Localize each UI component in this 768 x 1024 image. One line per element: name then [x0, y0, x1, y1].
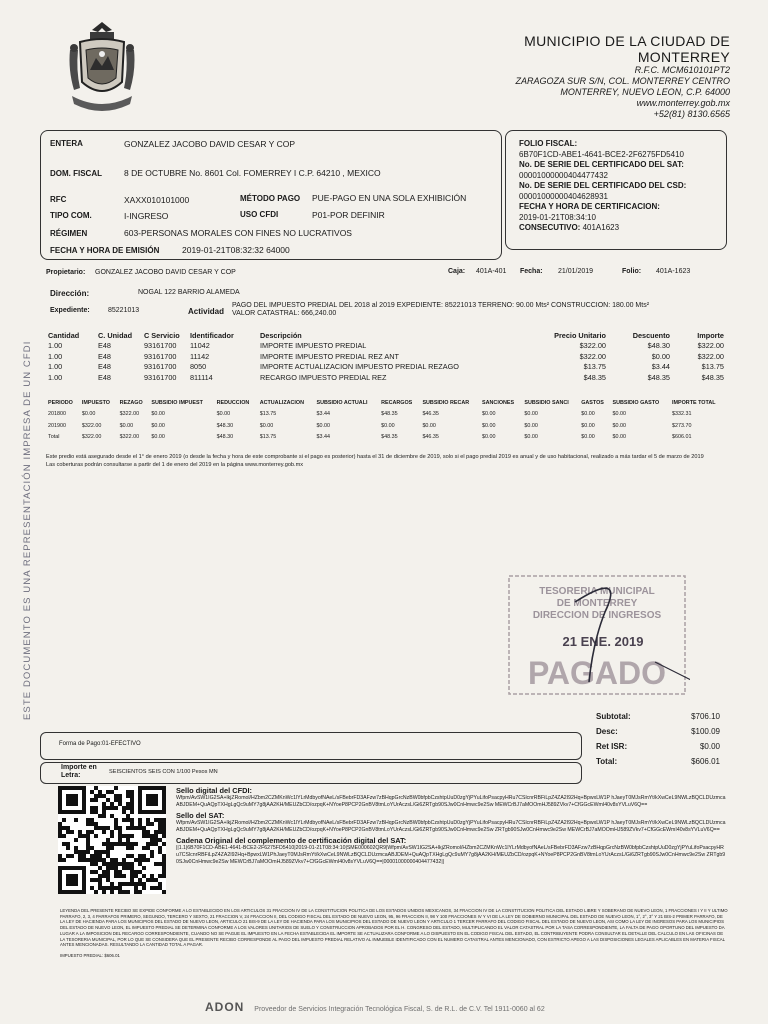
- fecha-emision-label: FECHA Y HORA DE EMISIÓN: [50, 246, 160, 255]
- item-cell: IMPORTE IMPUESTO PREDIAL: [260, 341, 367, 351]
- sat-cert-label: No. DE SERIE DEL CERTIFICADO DEL SAT:: [519, 160, 684, 169]
- detail-cell: $0.00: [151, 411, 165, 418]
- items-col-header: Precio Unitario: [554, 330, 606, 340]
- direccion-value: NOGAL 122 BARRIO ALAMEDA: [138, 289, 240, 296]
- detail-col-header: SANCIONES: [482, 399, 515, 406]
- tipo-com-label: TIPO COM.: [50, 211, 92, 220]
- detail-table: [46, 397, 726, 443]
- rfc-label: RFC: [50, 195, 67, 204]
- item-cell: $48.35: [701, 372, 724, 382]
- item-cell: 11142: [190, 351, 210, 361]
- forma-pago-box: [40, 732, 582, 760]
- item-cell: E48: [98, 351, 111, 361]
- coat-of-arms-seal: [66, 20, 138, 116]
- items-col-header: Importe: [697, 330, 724, 340]
- item-cell: $0.00: [651, 351, 670, 361]
- coverage-note-2: Las coberturas podrán consultarse a partir del 1 de enero del 2019 en la página www.monterrey.gob.mx: [46, 461, 304, 468]
- municipality-address-1: ZARAGOZA SUR S/N, COL. MONTERREY CENTRO: [515, 76, 730, 86]
- detail-col-header: REDUCCION: [216, 399, 250, 406]
- detail-col-header: SUBSIDIO SANCI: [524, 399, 569, 406]
- fecha-label: Fecha:: [520, 268, 543, 275]
- cert-date-value: 2019-01-21T08:34:10: [519, 212, 596, 222]
- detail-cell: $0.00: [151, 422, 165, 429]
- municipality-header: [430, 33, 730, 120]
- desc-row: [596, 727, 720, 742]
- coverage-notes: [46, 454, 726, 469]
- items-header-row: [46, 330, 726, 341]
- cadena-original-label: Cadena Original del complemento de certificación digital del SAT:: [176, 836, 407, 846]
- sello-cfdi-label: Sello digital del CFDI:: [176, 786, 252, 795]
- detail-cell: $3.44: [316, 411, 330, 418]
- detail-cell: $322.00: [119, 411, 140, 418]
- coverage-note-1: Este predio está asegurado desde el 1° de enero 2019 (o desde la fecha y hora de este comprobante si el pago es posterior) hasta el 31 de diciembre de 2019, solo si el pago predial 2019 es anual y de uso habitacional, realizado a más tardar el 5 de marzo de 2019: [46, 454, 704, 460]
- propietario-value: GONZALEZ JACOBO DAVID CESAR Y COP: [95, 269, 236, 276]
- items-col-header: Cantidad: [48, 330, 80, 340]
- item-cell: 1.00: [48, 362, 63, 372]
- stamp-date: 21 ENE. 2019: [562, 634, 644, 649]
- detail-cell: $322.00: [81, 434, 102, 441]
- uso-cfdi-value: P01-POR DEFINIR: [312, 210, 385, 220]
- detail-col-header: SUBSIDIO GASTO: [612, 399, 660, 406]
- desc-label: Desc:: [596, 727, 618, 736]
- detail-col-header: IMPORTE TOTAL: [672, 399, 716, 406]
- sello-sat-value: Wfpm/AvSW1IG2SA+lkjZRomol/HZbm2CZMKnWc1lYLrMdbyofNAeL/sFBebrFD3AFzw7zBHqpGrcNzBW0bfpbCzshtpUuD0zgYjPYuLifoPsacpyHRu7CSlcnrRBFiLpZ4ZA2I92Hq+BpwxLW1P hJaeyT0MJsRmYt/kXwCeL9NWLzBQCLDUzmcaABJDEM+QuAQpTXHgLgQc9uMY7g8jAA2KH/MEUZbCD/ozpqK+NYoeP8PCP2GnBV8tmLoYUrAczsL/Gi6ZRTgb90SJw0CnHmwc9e2Sw ZRTgb90SJw0CnHmwc9e2Sw MEWCrBJ7aMOOmHJ589ZVkv7+CfGGcEWmI40v8sYVLuV6Q==: [176, 820, 726, 833]
- consecutivo-value: 401A1623: [582, 223, 620, 232]
- item-cell: 8050: [190, 362, 207, 372]
- detail-cell: $0.00: [259, 422, 274, 429]
- detail-cell: $0.00: [612, 434, 627, 441]
- cadena-original-value: ||1.1|6B70F1CD-ABE1-4641-BCE2-2F6275FD5410|2019-01-21T08:34:10|SME000602QR9|Wfpm/AvSW1IG2SA+lkjZRomol/HZbm2CZMKnWc1lYLrMdbyofNAeL/sFBebrFD3AFzw7zBHqpGrcNzBW0bfpbCzshtpUuD0zgYjPYuLifoPsacpyHRu7CSlcnrRBFiLpZ4ZA2I92Hq+BpwxLW1PhJaeyT0MJsRmYt/kXwCeL9NWLzBQCLDUzmcaABJDEM+QuAQpTXHgLgQc9uMY7g8jAA2KH/MEUZbCD/ozpqK+NYoeP8PCP2GnBV8tmLoYUrAczsL/Gi6ZRTgb90SJw0CnHmwc9e2Sw ZRTgb90SJw0CnHmwc9e2Sw MEWCrBJ7aMOOmHJ589ZVkv7+CfGGcEWmI40v8sYVLuV6Q==|00001000000404477432||: [176, 845, 726, 865]
- provider-logo: ADON: [205, 1000, 245, 1014]
- caja-value: 401A-401: [476, 268, 507, 275]
- item-row: [46, 341, 726, 352]
- detail-row: [46, 432, 726, 444]
- importe-letra-box: [40, 762, 582, 784]
- cfdi-seals: [176, 786, 726, 865]
- entera-value: GONZALEZ JACOBO DAVID CESAR Y COP: [124, 139, 295, 149]
- entera-label: ENTERA: [50, 139, 83, 148]
- item-cell: 1.00: [48, 372, 63, 382]
- ret-isr-label: Ret ISR:: [596, 742, 628, 751]
- items-col-header: Descuento: [632, 330, 670, 340]
- folio-block: [519, 139, 724, 234]
- detail-cell: $606.01: [672, 434, 692, 441]
- desc-value: $100.09: [691, 727, 720, 736]
- item-cell: $48.35: [583, 372, 606, 382]
- domfiscal-value: 8 DE OCTUBRE No. 8601 Col. FOMERREY I C.P. 64210 , MEXICO: [124, 168, 381, 178]
- detail-cell: $322.00: [81, 422, 102, 429]
- detail-cell: $13.75: [259, 434, 277, 441]
- detail-cell: $322.00: [119, 434, 140, 441]
- detail-cell: $46.35: [422, 434, 439, 441]
- items-col-header: Identificador: [190, 330, 234, 340]
- legal-legend-text: LEYENDA DEL PRESENTE RECIBO SE EXPIDE CONFORME A LO ESTABLECIDO EN LOS ARTICULOS 31 FRACCION IV DE LA CONSTITUCION POLITICA DE LOS ESTADOS UNIDOS MEXICANOS, 34 FRACCION IV DE LA CONSTITUCION POLITICA DEL ESTADO LIBRE Y SOBERANO DE NUEVO LEON, 1 FRACCIONES I Y II Y ULTIMO PARRAFO, 2, 3, 4 PARRAFOS PRIMERO, SEGUNDO, TERCERO Y SEXTO, 21 FRACCION V, 24 FRACCION II, DEL CODIGO FISCAL DEL ESTADO DE NUEVO LEON, 95, 96 FRACCION II, 98 Y 100 FRACCIONES IV Y VI DE LA LEY DE GOBIERNO MUNICIPAL DEL ESTADO DE NUEVO LEON, 1°, 2°, 3° Y 21 BIS-2 PRIMER PARRAFO, DE LA LEY DE HACIENDA PARA LOS MUNICIPIOS DEL ESTADO DE NUEVO LEON, ARTICULO 21 BIS-9 DE LA LEY DE HACIENDA PARA LOS MUNICIPIOS DEL ESTADO DE NUEVO LEON Y ARTICULO 1 TERCER PARRAFO DEL CODIGO FISCAL DEL ESTADO DE NUEVO LEON, ASI COMO LA LEY DE INGRESOS PARA LOS MUNICIPIOS DEL ESTADO DE NUEVO LEON, EL IMPUESTO PREDIAL SE DETERMINA CONFORME A LOS VALORES UNITARIOS DE SUELO Y CONSTRUCCION APROBADOS POR EL H. CONGRESO DEL ESTADO, MULTIPLICANDO EL VALOR CATASTRAL POR LA TASA CORRESPONDIENTE, LA FALTA DE PAGO OPORTUNO DEL IMPUESTO DA LUGAR A LA IMPOSICION DEL RECARGO CORRESPONDIENTE, CUANDO NO SE PAGUE EL IMPUESTO EN LA FECHA ESTABLECIDA EL IMPORTE SE ACTUALIZARA CONFORME A LO DISPUESTO EN EL CODIGO FISCAL DEL ESTADO, EL CONTRIBUYENTE PODRA CONSULTAR EL DETALLE DEL CALCULO EN LAS OFICINAS DE LA TESORERIA MUNICIPAL, POR LO QUE SE CONSIDERA QUE EL PRESENTE RECIBO CORRESPONDE AL PAGO DEL IMPUESTO PREDIAL RELATIVO AL INMUEBLE IDENTIFICADO CON EL NUMERO CATASTRAL ANTES MENCIONADO, CON ESTRICTO APEGO A LAS DISPOSICIONES LEGALES APLICABLES EN MATERIA FISCAL ANTES MENCIONADAS. RESULTANDO LA CANTIDAD TOTAL A PAGAR.: [60, 908, 728, 948]
- item-cell: $3.44: [651, 362, 670, 372]
- actividad-line-2: VALOR CATASTRAL: 666,240.00: [232, 310, 337, 317]
- item-cell: $48.35: [647, 372, 670, 382]
- uso-cfdi-label: USO CFDI: [240, 210, 279, 219]
- detail-cell: $0.00: [524, 411, 538, 418]
- detail-row: [46, 420, 726, 432]
- paid-stamp: [505, 572, 690, 700]
- item-cell: $13.75: [701, 362, 724, 372]
- detail-cell: $0.00: [119, 422, 134, 429]
- item-cell: 11042: [190, 341, 210, 351]
- detail-cell: $0.00: [422, 422, 436, 429]
- detail-cell: $46.35: [422, 411, 439, 418]
- item-cell: 93161700: [144, 372, 177, 382]
- detail-row: [46, 409, 726, 421]
- item-cell: E48: [98, 372, 111, 382]
- rfc-value: XAXX010101000: [124, 195, 190, 205]
- detail-cell: $0.00: [381, 422, 395, 429]
- detail-cell: $0.00: [612, 422, 627, 429]
- cfdi-vertical-caption: ESTE DOCUMENTO ES UNA REPRESENTACIÓN IMPRESA DE UN CFDI: [22, 340, 33, 720]
- item-cell: 93161700: [144, 351, 177, 361]
- detail-cell: Total: [48, 434, 60, 441]
- actividad-value: [232, 302, 722, 318]
- domfiscal-label: DOM. FISCAL: [50, 169, 102, 178]
- regimen-label: RÉGIMEN: [50, 229, 88, 238]
- detail-cell: $332.31: [672, 411, 692, 418]
- detail-header-row: [46, 397, 726, 409]
- item-cell: IMPORTE ACTUALIZACION IMPUESTO PREDIAL REZAGO: [260, 362, 459, 372]
- ret-isr-value: $0.00: [699, 742, 720, 751]
- subtotal-value: $706.10: [691, 712, 720, 721]
- municipality-web: www.monterrey.gob.mx: [636, 98, 730, 108]
- detail-cell: $48.35: [381, 434, 398, 441]
- direccion-label: Dirección:: [50, 289, 90, 298]
- detail-cell: $0.00: [482, 411, 496, 418]
- item-cell: $322.00: [697, 351, 724, 361]
- items-col-header: C Servicio: [144, 330, 180, 340]
- forma-pago-text: Forma de Pago:01-EFECTIVO: [59, 741, 141, 747]
- detail-cell: $0.00: [216, 411, 231, 418]
- detail-cell: $0.00: [581, 422, 595, 429]
- item-cell: 1.00: [48, 351, 63, 361]
- stamp-line-2: DE MONTERREY: [556, 598, 638, 609]
- item-cell: $322.00: [579, 351, 606, 361]
- detail-cell: $3.44: [316, 434, 330, 441]
- detail-cell: $0.00: [612, 411, 627, 418]
- provider-text: Proveedor de Servicios Integración Tecnológica Fiscal, S. de R.L. de C.V. Tel 1911-0060 al 62: [254, 1006, 545, 1013]
- folio-label: Folio:: [622, 268, 642, 275]
- municipality-address-2: MONTERREY, NUEVO LEON, C.P. 64000: [560, 87, 730, 97]
- expediente-value: 85221013: [108, 307, 140, 314]
- metodo-pago-value: PUE-PAGO EN UNA SOLA EXHIBICIÓN: [312, 193, 467, 203]
- folio-value: 401A-1623: [656, 268, 691, 275]
- detail-cell: $0.00: [524, 434, 538, 441]
- item-row: [46, 372, 726, 383]
- detail-col-header: GASTOS: [581, 399, 604, 406]
- item-cell: E48: [98, 362, 111, 372]
- item-cell: E48: [98, 341, 111, 351]
- detail-cell: $0.00: [482, 434, 496, 441]
- detail-cell: $48.30: [216, 434, 234, 441]
- stamp-line-1: TESORERIA MUNICIPAL: [539, 586, 655, 597]
- subtotal-row: [596, 712, 720, 727]
- expediente-label: Expediente:: [50, 307, 90, 314]
- totals-block: [596, 712, 720, 772]
- detail-col-header: RECARGOS: [381, 399, 413, 406]
- item-cell: $322.00: [697, 341, 724, 351]
- fecha-value: 21/01/2019: [558, 268, 594, 275]
- items-table: [46, 330, 726, 383]
- tipo-com-value: I-INGRESO: [124, 211, 169, 221]
- detail-col-header: PERIODO: [48, 399, 73, 406]
- actividad-label: Actividad: [188, 307, 225, 316]
- regimen-value: 603-PERSONAS MORALES CON FINES NO LUCRATIVOS: [124, 228, 352, 238]
- total-label: Total:: [596, 757, 618, 766]
- detail-col-header: SUBSIDIO RECAR: [422, 399, 470, 406]
- subtotal-label: Subtotal:: [596, 712, 631, 721]
- detail-col-header: REZAGO: [119, 399, 143, 406]
- detail-cell: $0.00: [581, 434, 595, 441]
- item-cell: IMPORTE IMPUESTO PREDIAL REZ ANT: [260, 351, 399, 361]
- importe-letra-value: SEISCIENTOS SEIS CON 1/100 Pesos MN: [109, 769, 218, 775]
- detail-cell: $48.30: [216, 422, 234, 429]
- qr-code-image: [58, 786, 166, 894]
- stamp-pagado: PAGADO: [527, 655, 667, 691]
- provider-footer: [205, 1000, 765, 1014]
- detail-cell: $0.00: [524, 422, 538, 429]
- detail-cell: $0.00: [151, 434, 165, 441]
- item-cell: $48.30: [647, 341, 670, 351]
- item-cell: 811114: [190, 372, 213, 382]
- municipality-name: MUNICIPIO DE LA CIUDAD DE MONTERREY: [524, 33, 730, 65]
- detail-cell: 201900: [48, 422, 66, 429]
- item-cell: $13.75: [583, 362, 606, 372]
- detail-cell: $0.00: [81, 411, 96, 418]
- caja-label: Caja:: [448, 268, 466, 275]
- stamp-line-3: DIRECCION DE INGRESOS: [532, 610, 662, 621]
- detail-cell: $0.00: [482, 422, 496, 429]
- csd-cert-label: No. DE SERIE DEL CERTIFICADO DEL CSD:: [519, 181, 687, 190]
- csd-cert-value: 00001000000404628931: [519, 191, 608, 201]
- detail-cell: $48.35: [381, 411, 398, 418]
- ret-isr-row: [596, 742, 720, 757]
- item-cell: 1.00: [48, 341, 63, 351]
- propietario-label: Propietario:: [46, 269, 86, 276]
- metodo-pago-label: MÉTODO PAGO: [240, 194, 301, 203]
- items-col-header: Descripción: [260, 330, 302, 340]
- municipality-rfc: R.F.C. MCM610101PT2: [634, 65, 730, 75]
- detail-cell: $13.75: [259, 411, 277, 418]
- item-cell: 93161700: [144, 362, 177, 372]
- sello-cfdi-value: Wfpm/AvSW1IG2SA+lkjZRomol/HZbm2CZMKnWc1lYLrMdbyofNAeL/sFBebrFD3AFzw7zBHqpGrcNzBW0bfpbCzshtpUuD0zgYjPYuLifoPsacpyHRu7CSlcnrRBFiLpZ4ZA2I92Hq+BpwxLW1P hJaeyT0MJsRmYt/kXwCeL9NWLzBQCLDUzmcaABJDEM+QuAQpTXHgLgQc9uMY7g8jAA2KH/MEUZbCD/ozpqK+NYoeP8PCP2GnBV8tmLoYUrAczsL/Gi6ZRTgb90SJw0CnHmwc9e2Sw MEWCrBJ7aMOOmHJ589ZVkv7+CfGGcEWmI40v8sYVLuV6Q==: [176, 795, 726, 808]
- municipality-phone: +52(81) 8130.6565: [653, 109, 730, 119]
- actividad-line-1: PAGO DEL IMPUESTO PREDIAL DEL 2018 al 2019 EXPEDIENTE: 85221013 TERRENO: 90.00 Mts² CONSTRUCCION: 180.00 Mts²: [232, 302, 650, 309]
- folio-fiscal-label: FOLIO FISCAL:: [519, 139, 578, 148]
- legal-legend: [60, 908, 728, 959]
- item-cell: $322.00: [579, 341, 606, 351]
- sello-sat-label: Sello del SAT:: [176, 811, 225, 821]
- detail-col-header: IMPUESTO: [81, 399, 110, 406]
- detail-col-header: SUBSIDIO ACTUALI: [316, 399, 368, 406]
- fecha-emision-value: 2019-01-21T08:32:32 64000: [182, 245, 290, 255]
- item-cell: 93161700: [144, 341, 177, 351]
- detail-col-header: SUBSIDIO IMPUEST: [151, 399, 203, 406]
- detail-cell: $0.00: [581, 411, 595, 418]
- folio-fiscal-value: 6B70F1CD-ABE1-4641-BCE2-2F6275FD5410: [519, 149, 684, 159]
- sat-cert-value: 00001000000404477432: [519, 170, 608, 180]
- importe-letra-label: Importe en Letra:: [61, 764, 97, 779]
- detail-cell: $0.00: [316, 422, 330, 429]
- total-value: $606.01: [691, 757, 720, 766]
- detail-cell: 201800: [48, 411, 66, 418]
- item-row: [46, 362, 726, 373]
- predial-footer-text: IMPUESTO PREDIAL: $606.01: [60, 952, 120, 958]
- cert-date-label: FECHA Y HORA DE CERTIFICACION:: [519, 202, 660, 211]
- item-cell: RECARGO IMPUESTO PREDIAL REZ: [260, 372, 387, 382]
- consecutivo-label: CONSECUTIVO:: [519, 223, 581, 232]
- item-row: [46, 351, 726, 362]
- total-row: [596, 757, 720, 772]
- items-col-header: C. Unidad: [98, 330, 133, 340]
- detail-col-header: ACTUALIZACION: [259, 399, 305, 406]
- detail-cell: $273.70: [672, 422, 692, 429]
